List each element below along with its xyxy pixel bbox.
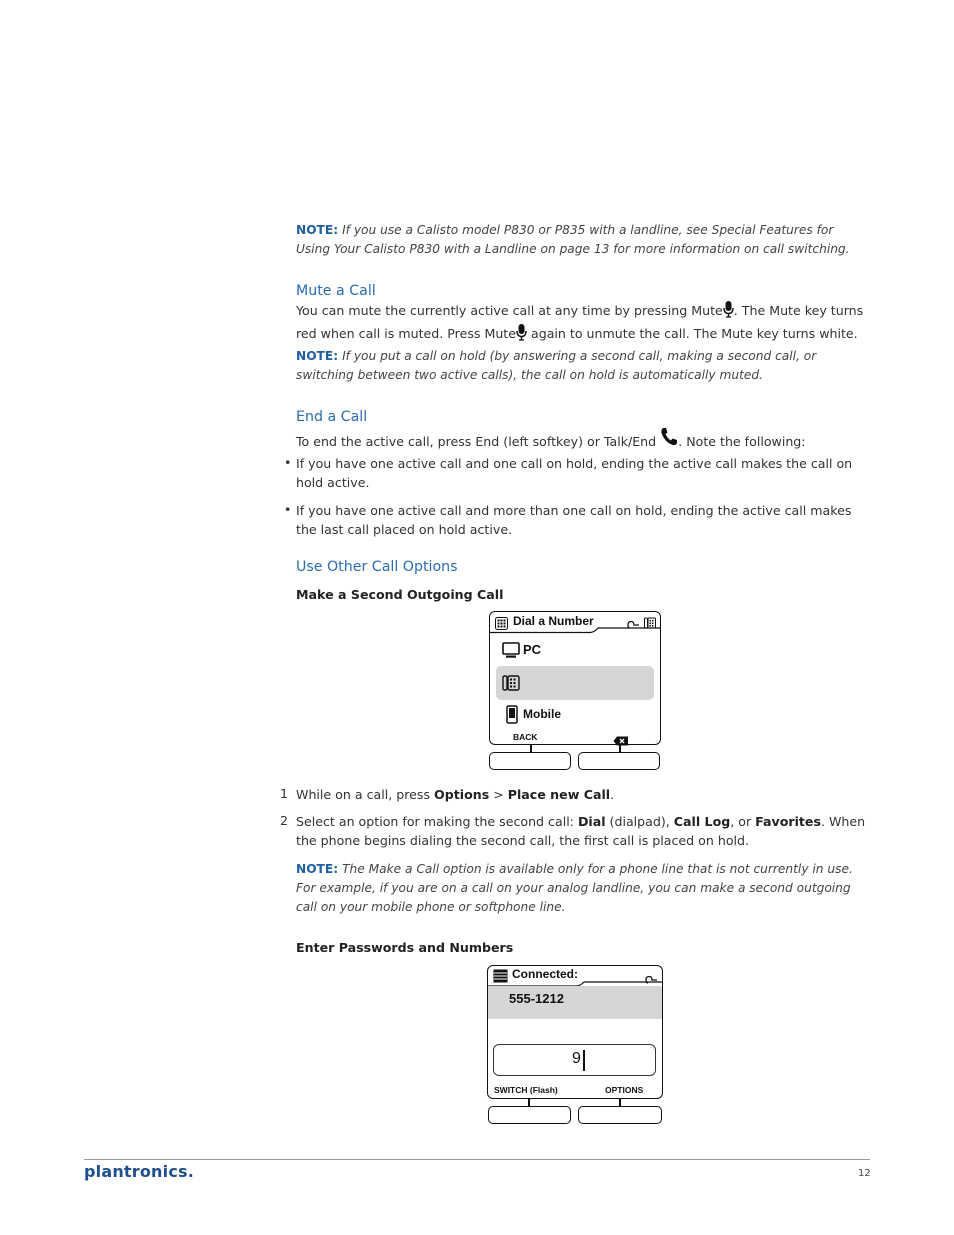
step-text: (dialpad), bbox=[605, 814, 674, 829]
connected-number: 555-1212 bbox=[509, 991, 564, 1006]
step-bold: Dial bbox=[577, 814, 606, 829]
subheading-passwords-and-numbers: Enter Passwords and Numbers bbox=[296, 940, 514, 955]
step-bold: Place new Call bbox=[507, 787, 611, 802]
step-bold: Call Log bbox=[673, 814, 731, 829]
entry-digit: 9 bbox=[572, 1050, 581, 1067]
softkey-connector bbox=[619, 744, 621, 752]
step-text: Select an option for making the second call: bbox=[296, 814, 578, 829]
step-bold: Options bbox=[434, 787, 490, 802]
heading-use-other-call-options: Use Other Call Options bbox=[296, 559, 458, 575]
end-text-b: . Note the following: bbox=[678, 434, 806, 449]
connected-number-row bbox=[488, 986, 662, 1019]
right-softkey-button[interactable] bbox=[578, 752, 660, 770]
softkey-label-options: OPTIONS bbox=[605, 1085, 644, 1095]
computer-icon bbox=[502, 642, 520, 663]
mute-text-a: You can mute the currently active call at any time by pressing Mute bbox=[296, 303, 723, 318]
page-number: 12 bbox=[858, 1168, 871, 1179]
note-label: NOTE: bbox=[296, 349, 339, 363]
step-bold: Favorites bbox=[755, 814, 821, 829]
end-text-a: To end the active call, press End (left softkey) or Talk/End bbox=[296, 434, 657, 449]
left-softkey-button[interactable] bbox=[489, 752, 571, 770]
footer-rule bbox=[84, 1159, 870, 1160]
screen-display bbox=[489, 611, 661, 745]
left-softkey-button[interactable] bbox=[488, 1106, 571, 1124]
note-3 bbox=[296, 860, 866, 917]
heading-mute-a-call: Mute a Call bbox=[296, 283, 376, 299]
phone-screen-connected bbox=[487, 965, 663, 1127]
screen-title: Connected: bbox=[512, 967, 578, 981]
plantronics-logo: plantronics. bbox=[84, 1162, 195, 1181]
bullet-marker: • bbox=[284, 455, 292, 470]
softkey-connector bbox=[619, 1098, 621, 1106]
note-text: The Make a Call option is available only for a phone line that is not currently in use. For example, if you are on a call on your analog landline, you can make a second outgoing call on your mobile phone or softphone line. bbox=[296, 862, 853, 914]
step-number: 2 bbox=[280, 813, 289, 828]
deskphone-icon bbox=[502, 674, 520, 696]
phone-screen-dial-a-number bbox=[489, 611, 661, 771]
screen-display bbox=[487, 965, 663, 1099]
note-label: NOTE: bbox=[296, 223, 339, 237]
bullet-item: If you have one active call and one call on hold, ending the active call makes the call on hold active. bbox=[296, 456, 853, 490]
menu-item-deskphone-selected[interactable] bbox=[496, 666, 654, 700]
screen-title: Dial a Number bbox=[513, 614, 594, 628]
right-softkey-button[interactable] bbox=[578, 1106, 662, 1124]
bullet-item: If you have one active call and more than one call on hold, ending the active call makes the last call placed on hold active. bbox=[296, 503, 852, 537]
heading-end-a-call: End a Call bbox=[296, 409, 368, 425]
softkey-connector bbox=[528, 1098, 530, 1106]
step-number: 1 bbox=[280, 786, 289, 801]
end-paragraph bbox=[296, 427, 866, 455]
note-text: If you put a call on hold (by answering a second call, making a second call, or switching between two active calls), the call on hold is automatically muted. bbox=[296, 349, 817, 382]
text-cursor bbox=[583, 1050, 585, 1071]
phone-handset-icon bbox=[660, 427, 678, 455]
step-text: . When the phone begins dialing the second call, the first call is placed on hold. bbox=[296, 814, 866, 848]
menu-item-mobile[interactable]: Mobile bbox=[523, 707, 561, 721]
step-1 bbox=[296, 786, 866, 805]
note-1 bbox=[296, 221, 866, 259]
microphone-icon bbox=[516, 324, 527, 347]
microphone-icon bbox=[723, 301, 734, 324]
note-label: NOTE: bbox=[296, 862, 339, 876]
step-text: . bbox=[610, 787, 615, 802]
softkey-connector bbox=[530, 744, 532, 752]
title-divider bbox=[490, 626, 660, 634]
note-text: If you use a Calisto model P830 or P835 with a landline, see Special Features for Using Your Calisto P830 with a Landline on page 13 for more information on call switching. bbox=[296, 223, 850, 256]
menu-item-pc[interactable]: PC bbox=[523, 642, 542, 657]
step-2 bbox=[296, 813, 866, 850]
mute-text-b: . The Mute key turns red when call is muted. Press Mute bbox=[296, 303, 864, 341]
subheading-second-outgoing-call: Make a Second Outgoing Call bbox=[296, 587, 504, 602]
step-text: > bbox=[489, 787, 508, 802]
note-2 bbox=[296, 347, 866, 385]
softkey-label-back: BACK bbox=[513, 732, 538, 742]
mute-paragraph bbox=[296, 301, 866, 346]
mobile-phone-icon bbox=[506, 705, 518, 728]
mute-text-c: again to unmute the call. The Mute key turns white. bbox=[527, 325, 858, 341]
dtmf-entry-field[interactable] bbox=[493, 1044, 656, 1076]
backspace-icon bbox=[613, 731, 629, 750]
softkey-label-switch: SWITCH (Flash) bbox=[494, 1085, 558, 1095]
step-text: While on a call, press bbox=[296, 787, 435, 802]
step-text: , or bbox=[730, 814, 756, 829]
bullet-marker: • bbox=[284, 502, 292, 517]
